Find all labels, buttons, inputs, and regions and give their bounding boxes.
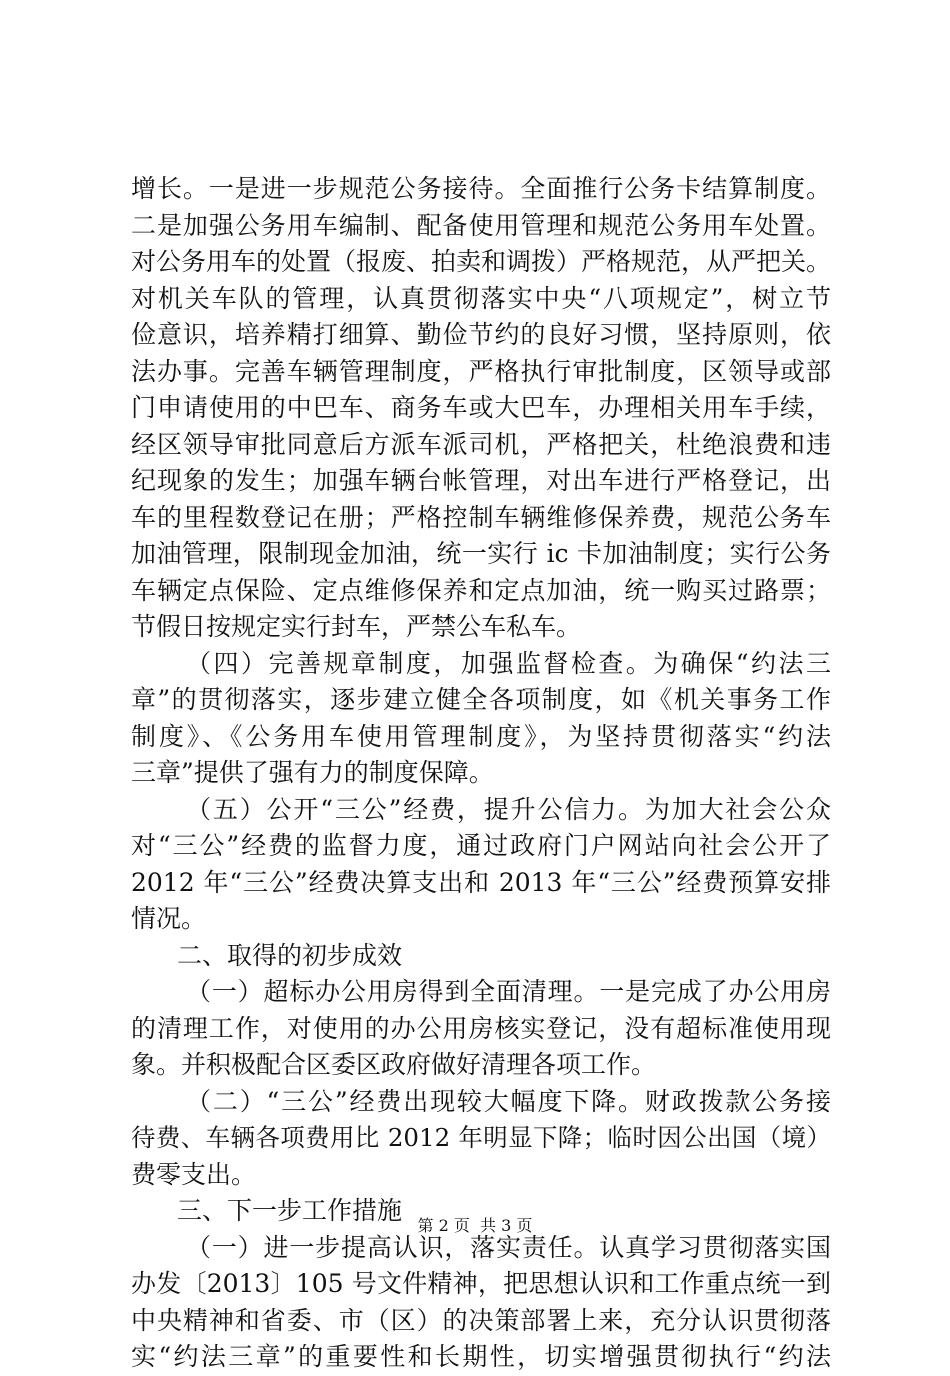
text-line: 三章”提供了强有力的制度保障。 <box>131 758 494 787</box>
text-line: 对“三公”经费的监督力度，通过政府门户网站向社会公开了 <box>131 831 831 860</box>
text-line: 纪现象的发生；加强车辆台帐管理，对出车进行严格登记，出 <box>131 466 831 495</box>
text-line: 门申请使用的中巴车、商务车或大巴车，办理相关用车手续， <box>131 393 831 422</box>
paragraph-start-line: （一）进一步提高认识，落实责任。认真学习贯彻落实国 <box>186 1232 831 1262</box>
page-footer: 第 2 页 共 3 页 <box>417 1216 533 1235</box>
text-line: 费零支出。 <box>131 1159 257 1189</box>
text-line: 制度》、《公务用车使用管理制度》，为坚持贯彻落实“约法 <box>131 721 831 751</box>
section-heading: 三、下一步工作措施 <box>177 1196 403 1225</box>
text-line: 法办事。完善车辆管理制度，严格执行审批制度，区领导或部 <box>131 356 831 386</box>
text-line: 俭意识，培养精打细算、勤俭节约的良好习惯，坚持原则，依 <box>131 320 831 349</box>
text-line: 的清理工作，对使用的办公用房核实登记，没有超标准使用现 <box>131 1013 831 1043</box>
text-line: 中央精神和省委、市（区）的决策部署上来，充分认识贯彻落 <box>131 1305 831 1335</box>
text-line: 增长。一是进一步规范公务接待。全面推行公务卡结算制度。 <box>131 174 831 203</box>
text-line: 经区领导审批同意后方派车派司机，严格把关，杜绝浪费和违 <box>131 429 831 459</box>
text-line: 情况。 <box>131 904 207 933</box>
text-line: 章”的贯彻落实，逐步建立健全各项制度，如《机关事务工作 <box>131 685 831 714</box>
text-line: 待费、车辆各项费用比 2012 年明显下降；临时因公出国（境） <box>131 1123 831 1152</box>
text-line: 车辆定点保险、定点维修保养和定点加油，统一购买过路票； <box>131 575 831 605</box>
text-line: 2012 年“三公”经费决算支出和 2013 年“三公”经费预算安排 <box>131 867 831 897</box>
text-line: 对公务用车的处置（报废、拍卖和调拨）严格规范，从严把关。 <box>131 247 832 276</box>
text-line: 对机关车队的管理，认真贯彻落实中央“八项规定”，树立节 <box>131 283 831 313</box>
paragraph-start-line: （四）完善规章制度，加强监督检查。为确保“约法三 <box>186 648 831 678</box>
paragraph-start-line: （一）超标办公用房得到全面清理。一是完成了办公用房 <box>186 977 831 1006</box>
text-line: 办发〔2013〕105 号文件精神，把思想认识和工作重点统一到 <box>131 1269 831 1298</box>
document-body <box>131 171 831 1376</box>
text-line: 象。并积极配合区委区政府做好清理各项工作。 <box>131 1050 657 1079</box>
text-line: 二是加强公务用车编制、配备使用管理和规范公务用车处置。 <box>131 210 831 240</box>
text-line: 加油管理，限制现金加油，统一实行 ic 卡加油制度；实行公务 <box>131 539 831 568</box>
text-line: 实“约法三章”的重要性和长期性，切实增强贯彻执行“约法 <box>131 1342 831 1371</box>
text-line: 车的里程数登记在册；严格控制车辆维修保养费，规范公务车 <box>131 502 831 532</box>
paragraph-start-line: （二）“三公”经费出现较大幅度下降。财政拨款公务接 <box>186 1086 831 1116</box>
section-heading: 二、取得的初步成效 <box>177 940 403 970</box>
paragraph-start-line: （五）公开“三公”经费，提升公信力。为加大社会公众 <box>186 794 831 824</box>
text-line: 节假日按规定实行封车，严禁公车私车。 <box>131 612 582 641</box>
